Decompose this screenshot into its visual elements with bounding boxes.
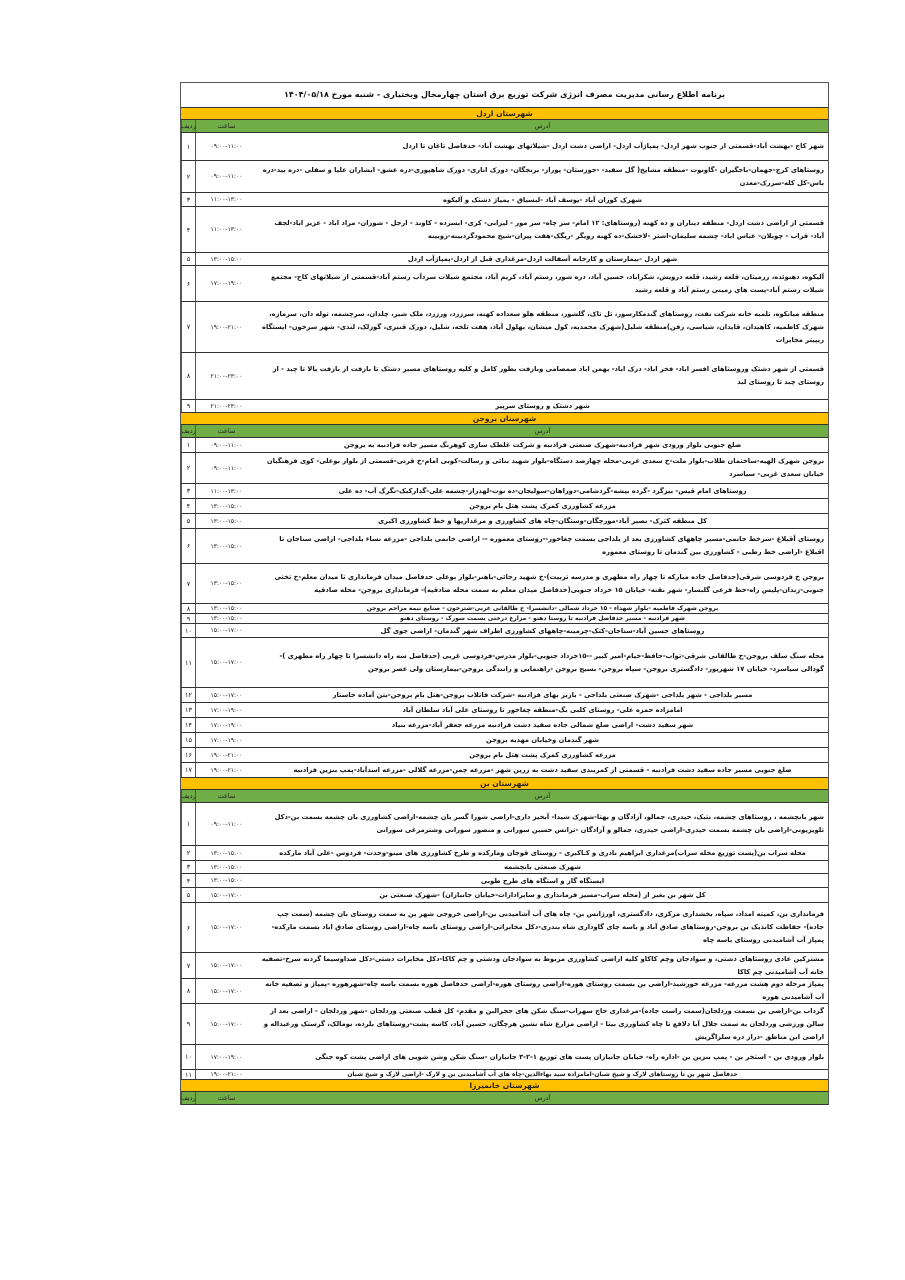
time-range: ۱۵:۰۰-۱۷:۰۰ (195, 624, 257, 637)
table-row (181, 874, 828, 888)
address-cell: کل شهر بن بغیر از (محله سراب-مسیر فرمانداری و سایرادارات-خیابان جانبازان) -شهرک صنعتی بن (379, 890, 706, 899)
row-number: ۷ (181, 564, 195, 603)
col-header-time: ساعت (195, 120, 257, 132)
col-header-address: آدرس (534, 1094, 551, 1102)
row-number: ۹ (181, 1004, 195, 1044)
row-number: ۱۰ (181, 624, 195, 637)
table-row (181, 718, 828, 733)
address-cell: مزرعه کشاورزی کمرک پشت هتل بام بروجن (469, 501, 616, 510)
row-number: ۴ (181, 207, 195, 252)
col-header-address: آدرس (534, 427, 551, 435)
table-row (181, 353, 828, 400)
address-cell: منطقه میانکوه، تلمبه خانه شرکت نفت، روستاهای گندمکارسور، تل تاک، گلشور، منطقه هلو سعداده کهنه، سرزرد، ورزرد، ملک شیر، چلدان، سرچشمه، توله دان، سرمازه، شهرک کاظمیه، کاهیدان، قایدان، شیاسی، رفن)منطقه شلیل(شهرک محمدیه، کول میشان، بهلول آباد، هفت تلخه، شلیل، دورک قنبری، گوزلک، لندی- شهر سرخون- ایستگاه ریپیتر مخابرات (262, 309, 824, 344)
col-header-num: ردیف (181, 1094, 196, 1102)
row-number: ۳ (181, 484, 195, 498)
table-row (181, 161, 828, 193)
column-header-row (181, 790, 828, 803)
address-cell: شهر سفید دشت- اراضی ضلع شمالی جاده سفید دشت فرادنبه مزرعه جعفر آباد-مزرعه بنیاد (391, 720, 694, 729)
table-row (181, 614, 828, 624)
document-title: برنامه اطلاع رسانی مدیریت مصرف انرژی شرکت توزیع برق استان چهارمحال وبختیاری - شنبه مورخ ۱۴۰۴/۰۵/۱۸ (181, 83, 828, 108)
time-range: ۱۵:۰۰-۱۷:۰۰ (195, 953, 257, 978)
address-cell: مزرعه کشاورزی کمرک پشت هتل بام بروجن (469, 750, 616, 759)
table-row (181, 1004, 828, 1045)
address-cell: روستاهای امام قیس- بیزگرد -گرده بیشه-گردشامی-دوراهان-سولیجان-ده نوت-لهدراز-چشمه علی-گدارکبک-نگرگ آب- ده علی (338, 486, 747, 495)
region-header: شهرستان خانمیرزا (181, 1080, 828, 1092)
address-cell: قسمتی از شهر دشتک وروستاهای افسر اباد- فخر اباد- دزک اباد- بهمن اباد صمصامی وبازفت بطور کامل و کلیه روستاهای مسیر دشتک تا بازفت از بازفت بالا تا چبد - از روستای چبد تا روستای لبد (272, 365, 824, 386)
time-range: ۱۷:۰۰-۱۹:۰۰ (195, 718, 257, 732)
time-range: ۱۳:۰۰-۱۵:۰۰ (195, 614, 257, 623)
table-row (181, 733, 828, 748)
time-range: ۱۷:۰۰-۱۹:۰۰ (195, 266, 257, 301)
time-range: ۱۳:۰۰-۱۵:۰۰ (195, 874, 257, 887)
row-number: ۸ (181, 353, 195, 399)
address-cell: روستاهای کرچ-جهمان-باجگیران -گاونوت -منطقه مشایخ( گل سفید- -جوزستان- پوراز- برنجگان- دورک اناری- دورک شاهپوری-دره عشق- ابشاران علیا و سفلی -دره بید-دره باس-کل کله-سررک-معدن (262, 165, 824, 187)
row-number: ۵ (181, 514, 195, 528)
row-number: ۱۴ (181, 718, 195, 732)
region-header: شهرستان بن (181, 778, 828, 790)
time-range: ۱۱:۰۰-۱۳:۰۰ (195, 193, 257, 206)
table-row (181, 193, 828, 207)
address-cell: شهرک کوران آباد -یوسف آباد -لبسیاق - پمپاژ دشتک و آلیکوه (443, 195, 642, 204)
time-range: ۰۹:۰۰-۱۱:۰۰ (195, 453, 257, 483)
row-number: ۷ (181, 302, 195, 352)
table-row (181, 564, 828, 604)
table-row (181, 1070, 828, 1080)
table-row (181, 803, 828, 846)
address-cell: محله سنگ سلف بروجن-خ طالقانی شرقی-تواب-حافظ-خیام-امیر کبیر --۱۵خرداد جنوبی-بلوار مدرس-فردوسی غربی (حدفاصل سه راه دانشسرا تا چهار راه مطهری )-گودالی سیاسرد- خیابان ۱۷ شهریور- دادگستری بروجن- سپاه بروجن- بسیج بروجن -راهنمایی و رانندگی بروجن-بیمارستان ولی عصر بروجن (279, 651, 824, 673)
address-cell: محله سراب بن(پست توزیع محله سراب)مرغداری ابراهیم نادری و کـاکبری - روستای قوجان ومارکده و طرح کشاورزی های مینو-وحدت- فردوس -علی آباد مارکده (279, 848, 806, 857)
table-row (181, 438, 828, 453)
column-header-row (181, 1092, 828, 1105)
row-number: ۵ (181, 888, 195, 902)
address-cell: بروجن شهرک الهیه-ساختمان طلاب-بلوار ملت-خ سعدی غربی-محله چهارصد دستگاه-بلوار شهید بنائی و رسالت-کوبی امام-خ قرنی-قسمتی از بلوار بوعلی- کوی فرهنگیان خیابان سعدی غربی- سیاسرد (266, 457, 824, 478)
time-range: ۲۱:۰۰-۲۳:۰۰ (195, 353, 257, 399)
col-header-num: ردیف (181, 792, 196, 800)
table-row (181, 861, 828, 874)
address-cell: مسیر بلداجی - شهر بلداجی -شهرک صنعتی بلداجی - بازبر بهای فرادنبه -شرکت فاتلاب بروجن-هتل بام بروجن-بتن آماده خاستار (332, 690, 753, 699)
address-cell: کل منطقه کترک- نصیر آباد-مورچگان-وستگان-چاه های کشاورزی و مرغداریها و خط کشاورزی اکبری (378, 516, 707, 525)
table-row (181, 133, 828, 161)
col-header-time: ساعت (195, 425, 257, 437)
column-header-row (181, 425, 828, 438)
time-range: ۰۹:۰۰-۱۱:۰۰ (195, 803, 257, 845)
col-header-address: آدرس (534, 122, 551, 130)
table-row (181, 484, 828, 499)
row-number: ۹ (181, 614, 195, 623)
address-cell: گرداب بن-اراضی بن بسمت وردلجان(سمت راست جاده)-مرغداری حاج سهراب-سنگ شکن های حجرالبن و مقدم- کل قطب صنعتی وردلجان -شهر وردلجان - اراضی بعد از سالن ورزشی وردلجان به سمت جلال آبا دلافع تا چاه کشاورزی بیتا - اراضی مزارع شاه نشین هرچگان، حسین آباد، کاسه پشت-روستاهای بلرده، نومالک، گرستک ورعبداله و اراضی ابن مناطق -دراز دره سلزاگریش (263, 1006, 824, 1041)
time-range: ۱۵:۰۰-۱۷:۰۰ (195, 903, 257, 952)
time-range: ۱۳:۰۰-۱۵:۰۰ (195, 846, 257, 860)
table-row (181, 207, 828, 253)
row-number: ۴ (181, 874, 195, 887)
col-header-time: ساعت (195, 1092, 257, 1104)
table-row (181, 453, 828, 484)
address-cell: بروجن شهرک فاطمیه -بلوار شهداء - ۱۵ خرداد شمالی -دانشسرا- خ طالقانی غربی-شترخون - صنایع نیمه مزاحم بروجن (366, 604, 719, 612)
time-range: ۱۹:۰۰-۲۱:۰۰ (195, 302, 257, 352)
time-range: ۱۵:۰۰-۱۷:۰۰ (195, 638, 257, 687)
time-range: ۱۳:۰۰-۱۵:۰۰ (195, 253, 257, 265)
region-header: شهرستان بروجن (181, 413, 828, 425)
row-number: ۹ (181, 400, 195, 412)
table-row (181, 688, 828, 703)
row-number: ۱ (181, 803, 195, 845)
row-number: ۲ (181, 846, 195, 860)
time-range: ۱۷:۰۰-۱۹:۰۰ (195, 703, 257, 717)
time-range: ۱۵:۰۰-۱۷:۰۰ (195, 979, 257, 1003)
time-range: ۱۵:۰۰-۱۷:۰۰ (195, 688, 257, 702)
table-row (181, 903, 828, 953)
row-number: ۳ (181, 861, 195, 873)
address-cell: شهر اردل -بیمارستان و کارخانه آسفالت اردل-مرغداری قبل از اردل-پمپاژآب اردل (407, 254, 678, 263)
row-number: ۱ (181, 133, 195, 160)
address-cell: شهر گندمان وخیابان مهدیه بروجن (486, 735, 599, 744)
table-row (181, 979, 828, 1004)
time-range: ۱۳:۰۰-۱۵:۰۰ (195, 604, 257, 613)
row-number: ۸ (181, 604, 195, 613)
row-number: ۱۱ (181, 1070, 195, 1079)
time-range: ۱۹:۰۰-۲۱:۰۰ (195, 763, 257, 777)
time-range: ۱۳:۰۰-۱۵:۰۰ (195, 861, 257, 873)
address-cell: فرمانداری بن، کمیته امداد، سپاه، بخشداری مرکزی، دادگستری، اورژانس بن- چاه های آب آشامیدنی بن-اراضی خروجی شهر بن به سمت روستای بان چشمه (سمت چپ جاده)- حفاظت کاندیک بن بروجن-روستاهای صادق آباد و باسه چای گاوداری شاه بندری-دکل مخابراتی-اراضی روستای باسه چاه-اراضی روستای صادق اباد بسمت مارکده-پمپاژ آب آشامیدنی روستای باسه چاه (271, 910, 824, 944)
time-range: ۰۹:۰۰-۱۱:۰۰ (195, 133, 257, 160)
time-range: ۲۱:۰۰-۲۳:۰۰ (195, 400, 257, 412)
time-range: ۱۵:۰۰-۱۷:۰۰ (195, 1004, 257, 1044)
table-row (181, 638, 828, 688)
address-cell: روستای آقبلاغ -سرخط حانمی-مسیر چاههای کشاورزی بعد از بلداجی بسمت چغاخور--روستای معموره -- اراضی خانمی بلداجی -مزرعه نساء بلداجی- اراضی سناجان تا اقبلاغ -اراضی خط رطبی - کشاورزی بین گندمان تا روستای معموره (279, 535, 824, 556)
row-number: ۱۶ (181, 748, 195, 762)
row-number: ۶ (181, 529, 195, 563)
row-number: ۲ (181, 161, 195, 192)
address-cell: شهرک صنعتی بانچشمه (504, 862, 581, 871)
address-cell: امامزاده حمزه علی- روستای کلبی بگ-منطقه چغاخور تا روستای علی آباد سلطان آباد (402, 705, 683, 714)
address-cell: ایستگاه گاز و استگاه های طرح طوبی (480, 876, 605, 885)
address-cell: بروجن خ فردوسی شرقی(حدفاصل جاده مبارکه تا چهار راه مطهری و مدرسه تربیت)-خ شهید رجائی-باهنر-بلوار بوعلی حدفاصل میدان فرمانداری تا میدان معلم-خ تختی جنوبی-زندان-پلیس راه-خط فرعی گلبسار- شهر نقنه- خیابان ۱۵ خرداد جنوبی(حدفاصل میدان معلم به سمت محله صادقیه)- فرمانداری بروجن- محله صادقیه (274, 572, 824, 594)
table-row (181, 846, 828, 861)
row-number: ۱۵ (181, 733, 195, 747)
time-range: ۱۷:۰۰-۱۹:۰۰ (195, 733, 257, 747)
address-cell: ضلع جنوبی مسیر جاده سفید دشت فرادنبه - قسمتی از کمربندی سفید دشت به زرین شهر -مزرعه چمن-مزرعه گلالی -مزرعه اسدآباد-پمپ بنزین فرادنبه (293, 765, 792, 774)
col-header-time: ساعت (195, 790, 257, 802)
region-header: شهرستان اردل (181, 108, 828, 120)
address-cell: شهر کاج -بهشت آباد-قسمتی از جنوب شهر اردل- پمپاژآب اردل- اراضی دشت اردل -شیلاتهای بهشت آباد- حدفاصل تاغان تا اردل (402, 142, 824, 150)
row-number: ۶ (181, 903, 195, 952)
time-range: ۱۵:۰۰-۱۷:۰۰ (195, 888, 257, 902)
sections-container (181, 108, 828, 1105)
row-number: ۳ (181, 193, 195, 206)
time-range: ۱۱:۰۰-۱۳:۰۰ (195, 207, 257, 252)
time-range: ۰۹:۰۰-۱۱:۰۰ (195, 161, 257, 192)
time-range: ۱۹:۰۰-۲۱:۰۰ (195, 1070, 257, 1079)
row-number: ۱ (181, 438, 195, 452)
time-range: ۱۳:۰۰-۱۵:۰۰ (195, 564, 257, 603)
address-cell: ضلع جنوبی بلوار ورودی شهر فرادنبه-شهرک صنعتی فرادنبه و شرکت غلطک سازی کوهرنگ مسیر جاده فرادنبه به بروجن (343, 440, 742, 449)
time-range: ۱۳:۰۰-۱۵:۰۰ (195, 514, 257, 528)
table-row (181, 400, 828, 413)
address-cell: مشترکین عادی روستاهای دشتی، و سوادجان وچم کاکاو کلیه اراضی کشاورزی مربوط به سوادجان ودشتی و چم کاکا-دکل مخابرات دشتی-دکل صداوسیما گردنه سرخ-تصفیه خانه آب آشامیدنی چم کاکا (261, 954, 824, 976)
outage-schedule-table (180, 82, 829, 1105)
address-cell: شهر فرادنبه - مسیر حدفاصل فرادنبه تا روستا دهنو - مزارع درختی بسمت سورک - روستای دهنو (400, 614, 685, 622)
row-number: ۵ (181, 253, 195, 265)
row-number: ۸ (181, 979, 195, 1003)
time-range: ۰۹:۰۰-۱۱:۰۰ (195, 438, 257, 452)
column-header-row (181, 120, 828, 133)
address-cell: بلوار ورودی بن - استخر بن - پمپ بنزین بن -اداره راه- خیابان جانبازان پست های توزیع ۱-۲-۳ جانبازان -سنگ شکن وشن شویی های اراضی پشت کوه جنگی (315, 1052, 824, 1061)
table-row (181, 888, 828, 903)
address-cell: آلیکوه، دهنوئده، زرمیتان، قلعه رشید، قلعه درویش، شکراباد، حسین آباد، دره شور، رستم آباد، کریم آباد، مجتمع شیلات سردآب رستم آباد-قسمتی از شیلاتهای کاج- مجتمع شیلات رستم آباد-پست های زمینی رستم آباد و قلعه رشید (271, 272, 824, 294)
row-number: ۲ (181, 453, 195, 483)
row-number: ۴ (181, 499, 195, 513)
col-header-num: ردیف (181, 427, 196, 435)
time-range: ۱۳:۰۰-۱۵:۰۰ (195, 529, 257, 563)
table-row (181, 514, 828, 529)
time-range: ۱۹:۰۰-۲۱:۰۰ (195, 748, 257, 762)
row-number: ۱۰ (181, 1045, 195, 1069)
address-cell: شهر دشتک و روستای سرپیر (495, 401, 590, 410)
time-range: ۱۷:۰۰-۱۹:۰۰ (195, 1045, 257, 1069)
table-row (181, 302, 828, 353)
address-cell: حدفاصل شهر بن تا روستاهای لارک و شیخ شبان-امامزاده سید بهاءالدین-چاه های آب آشامیدنی بن و لارک -اراضی لارک و شیخ شبان (347, 1070, 738, 1078)
address-cell: شهر بانچشمه ، روستاهای چشمه، نتبک، حیدری، جمالو، آزادگان و بهتا-شهرک شیدا- آبخیز داری-اراضی شورا گسر بان چشمه-اراضی کشاورزی بان چشمه بسمت بن-دکل تلویزیونی-اراضی بان چشمه بسمت حیدری-اراضی حیدری، جمالو و آزادگان -ترانس حسین سورانی و منصور سورانی وشترمرغی سورانی (274, 813, 824, 834)
row-number: ۶ (181, 266, 195, 301)
time-range: ۱۳:۰۰-۱۵:۰۰ (195, 499, 257, 513)
address-cell: پمپاژ مرحله دوم هشت مزرعه- مزرعه خورشید-اراضی بن بسمت روستای هوره-اراضی روستای هوره-اراضی حدفاصل هوره بسمت باسه چاه-شهرهوره -پمپاژ و تصفیه خانه آب آشامیدنی هوره (265, 980, 824, 1001)
row-number: ۱۳ (181, 703, 195, 717)
table-row (181, 604, 828, 614)
row-number: ۱۷ (181, 763, 195, 777)
table-row (181, 1045, 828, 1070)
address-cell: روستاهای حسین آباد-سناجان-کتک-چرمینه-چاههای کشاورزی اطراف شهر گندمان- اراضی جوی گل (380, 626, 705, 635)
col-header-num: ردیف (181, 122, 196, 130)
table-row (181, 499, 828, 514)
table-row (181, 748, 828, 763)
table-row (181, 253, 828, 266)
table-row (181, 529, 828, 564)
table-row (181, 953, 828, 979)
table-row (181, 703, 828, 718)
time-range: ۱۱:۰۰-۱۳:۰۰ (195, 484, 257, 498)
table-row (181, 266, 828, 302)
col-header-address: آدرس (534, 792, 551, 800)
row-number: ۱۲ (181, 688, 195, 702)
table-row (181, 624, 828, 638)
row-number: ۱۱ (181, 638, 195, 687)
table-row (181, 763, 828, 778)
address-cell: قسمتی از اراضی دشت اردل- منطقه دیناران و ده کهنه (روستاهای: ۱۲ امام- سر چاه- سر مور - لیرابی- کری- ایسرده - کاوند - ارجل - شوران- مراد اباد - عزیز اباد-لجف آباد- قراب - چوبلان- عباس اباد- چشمه سلیمان-اشتر -لاخشک-ده کهنه رویگر -ریگک-هفت پیران-شیخ محمودگردبینه-روبینه (274, 218, 824, 240)
row-number: ۷ (181, 953, 195, 978)
